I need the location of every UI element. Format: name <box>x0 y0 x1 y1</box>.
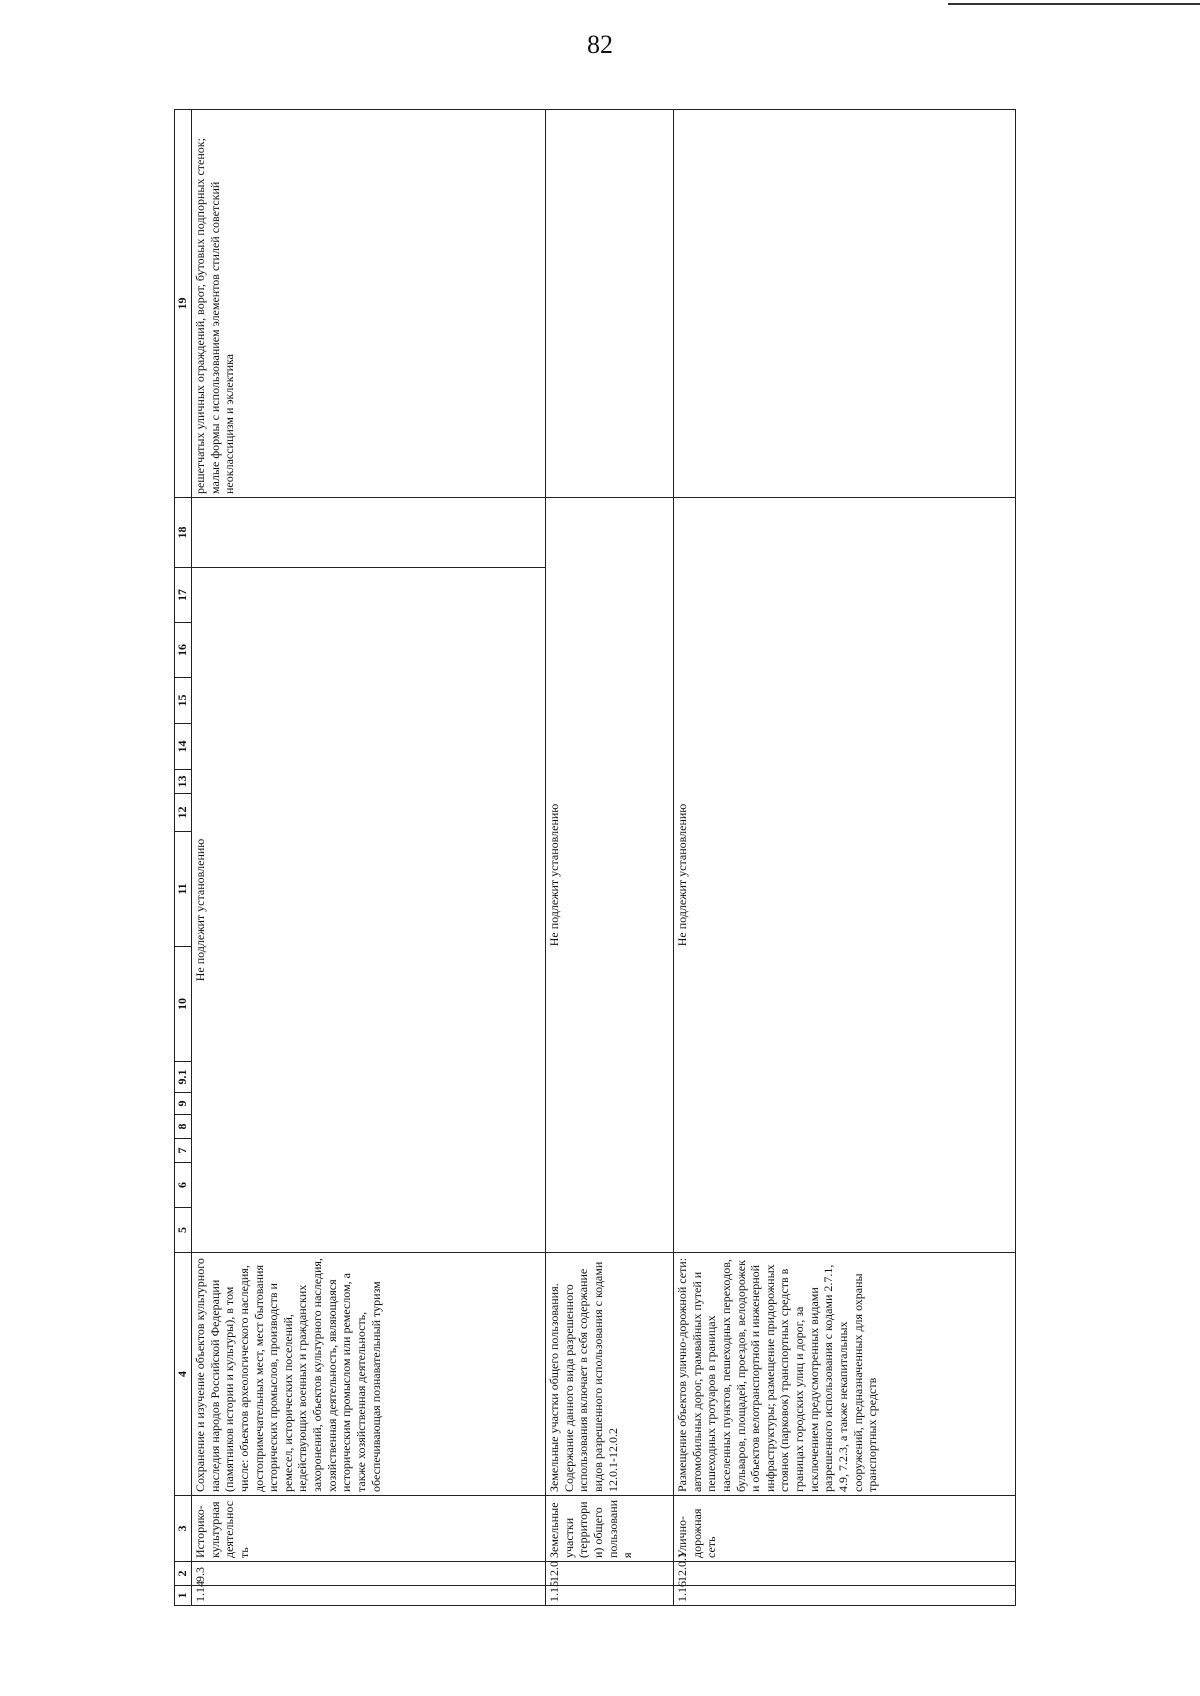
rotated-table-container <box>174 110 1074 1606</box>
row-col19 <box>546 110 674 498</box>
header-cell: 5 <box>175 1208 192 1253</box>
header-cell: 6 <box>175 1163 192 1208</box>
header-cell: 2 <box>175 1562 192 1586</box>
row-number: 1.14 <box>192 1586 546 1606</box>
header-cell: 15 <box>175 678 192 724</box>
row-number: 1.16 <box>674 1586 1016 1606</box>
row-name: Историко-культурная деятельность <box>192 1496 546 1562</box>
row-description: Земельные участки общего пользования. Содержание данного вида разрешенного использования включает в себя содержание видов разрешенного использования с кодами 12.0.1-12.0.2 <box>546 1253 674 1496</box>
row-col19: решетчатых уличных ограждений, ворот, бутовых подпорных стенок; малые формы с использованием элементов стилей советский неоклассицизм и эклектика <box>192 110 546 498</box>
row-col19 <box>674 110 1016 498</box>
row-code: 12.0 <box>546 1562 674 1586</box>
zoning-table <box>174 109 1016 1606</box>
header-cell: 4 <box>175 1253 192 1496</box>
page-number: 82 <box>587 30 613 59</box>
header-cell: 9 <box>175 1093 192 1115</box>
header-cell: 17 <box>175 568 192 623</box>
row-description: Размещение объектов улично-дорожной сети: автомобильных дорог, трамвайных путей и пешеходных тротуаров в границах населенных пунктов, пешеходных переходов, бульваров, площадей, проездов, велодорожек и объектов велотранспортной и инженерной инфраструктуры; размещение придорожных стоянок (парковок) транспортных средств в границах городских улиц и дорог, за исключением предусмотренных видами разрешенного использования с кодами 2.7.1, 4.9, 7.2.3, а также некапитальных сооружений, предназначенных для охраны транспортных средств <box>674 1253 1016 1496</box>
header-cell: 19 <box>175 110 192 498</box>
header-cell: 12 <box>175 794 192 832</box>
top-rule <box>948 3 1200 5</box>
row-code: 12.0.1 <box>674 1562 1016 1586</box>
header-cell: 7 <box>175 1139 192 1163</box>
header-cell: 13 <box>175 770 192 794</box>
row-description: Сохранение и изучение объектов культурного наследия народов Российской Федерации (памятников истории и культуры), в том числе: объектов археологического наследия, достопримечательных мест, мест бытования исторических промыслов, производств и ремесел, исторических поселений, недействующих военных и гражданских захоронений, объектов культурного наследия, хозяйственная деятельность, являющаяся историческим промыслом или ремеслом, а также хозяйственная деятельность, обеспечивающая познавательный туризм <box>192 1253 546 1496</box>
table-row <box>674 110 1016 1606</box>
header-cell: 14 <box>175 724 192 770</box>
header-cell: 8 <box>175 1115 192 1139</box>
merged-cell: Не подлежит установлению <box>546 498 674 1253</box>
header-cell: 3 <box>175 1496 192 1562</box>
row-name: Улично-дорожная сеть <box>674 1496 1016 1562</box>
header-cell: 9.1 <box>175 1062 192 1093</box>
header-cell: 10 <box>175 947 192 1062</box>
header-cell: 18 <box>175 498 192 568</box>
header-cell: 11 <box>175 832 192 947</box>
merged-cell: Не подлежит установлению <box>674 498 1016 1253</box>
header-cell: 1 <box>175 1586 192 1606</box>
table-row <box>192 110 546 1606</box>
header-row <box>175 110 192 1606</box>
table-row <box>546 110 674 1606</box>
row-code: 9.3 <box>192 1562 546 1586</box>
row-number: 1.15 <box>546 1586 674 1606</box>
row-name: Земельные участки (территории) общего пользования <box>546 1496 674 1562</box>
empty-cell <box>192 498 546 568</box>
header-cell: 16 <box>175 623 192 678</box>
merged-cell: Не подлежит установлению <box>192 568 546 1253</box>
